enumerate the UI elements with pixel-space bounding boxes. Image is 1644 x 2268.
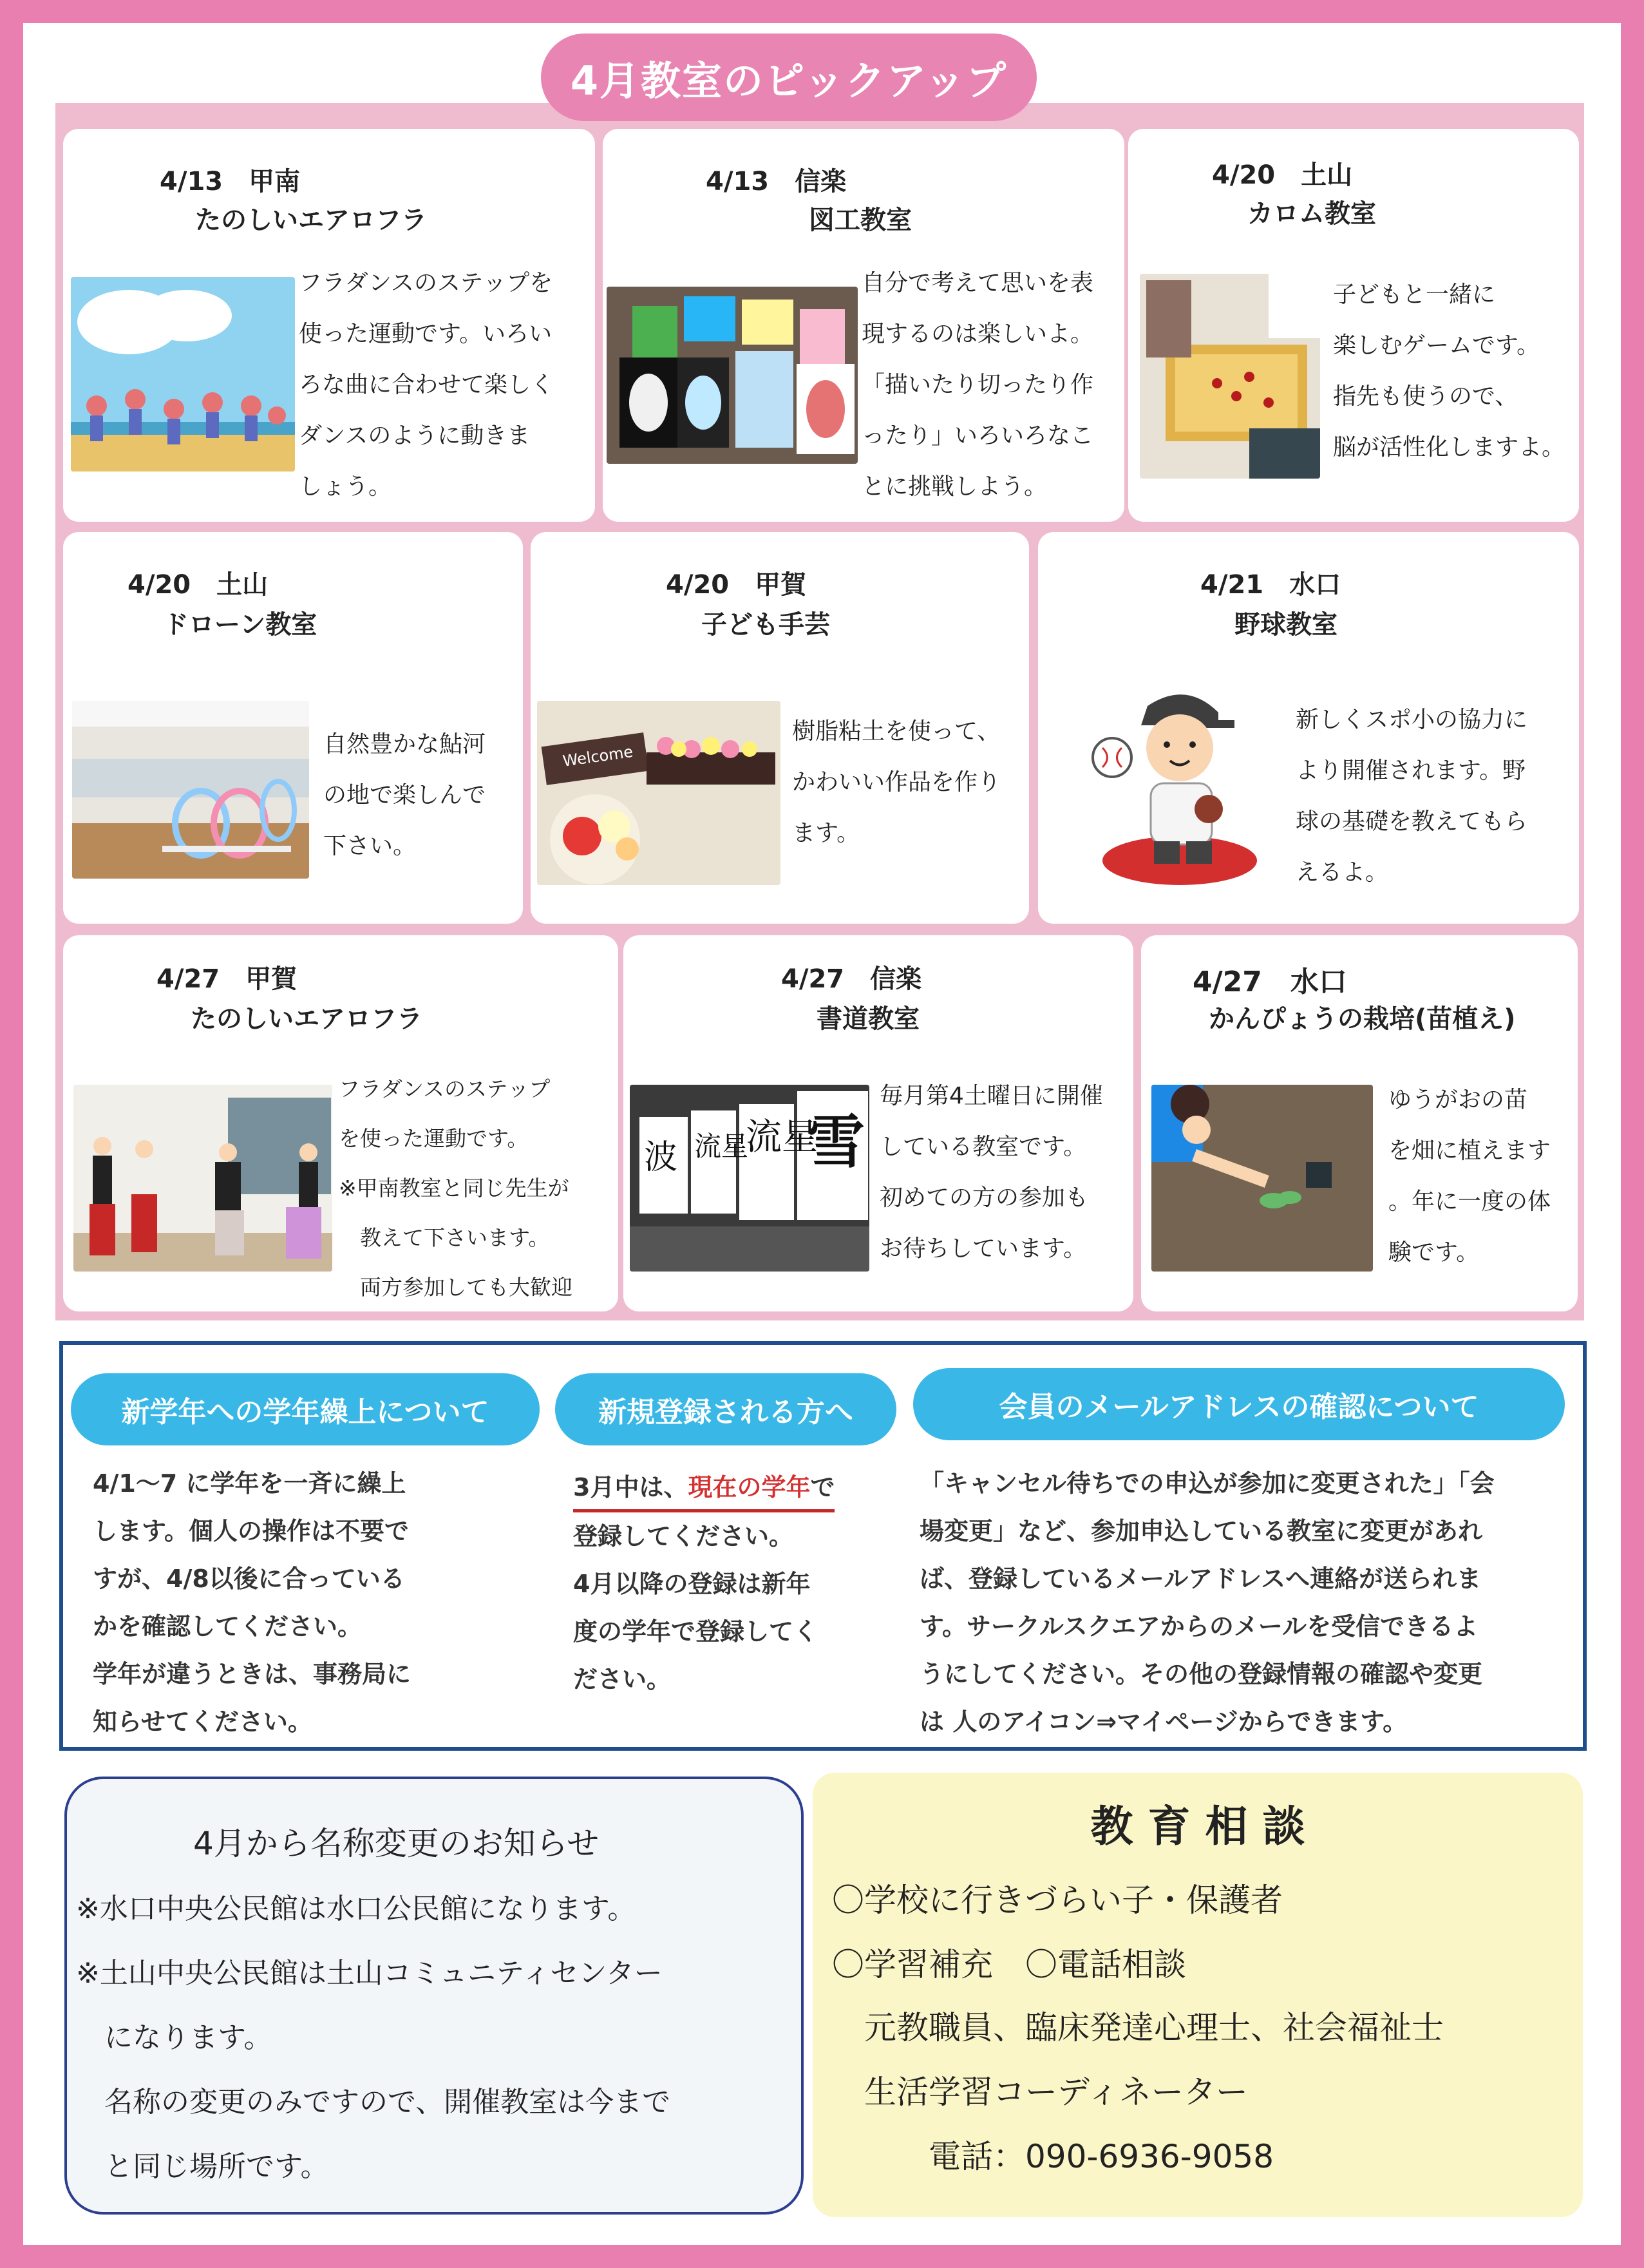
photo-calligraphy <box>630 1085 869 1272</box>
class-name: カロム教室 <box>1247 199 1376 229</box>
class-card-5 <box>531 532 1029 924</box>
email-check-heading: 会員のメールアドレスの確認について <box>913 1368 1565 1440</box>
notice-line: ※水口中央公民館は水口公民館になります。 <box>76 1892 636 1925</box>
photo-planting-seedlings <box>1151 1085 1373 1272</box>
consult-line: 元教職員、臨床発達心理士、社会福祉士 <box>832 2009 1444 2046</box>
svg-text:Welcome: Welcome <box>562 742 634 770</box>
class-name: 子ども手芸 <box>701 610 830 640</box>
page-title: 4月教室のピックアップ <box>541 33 1037 121</box>
notice-line: になります。 <box>76 2021 272 2054</box>
class-date: 4/21 水口 <box>1200 570 1341 600</box>
email-check-text: 「キャンセル待ちでの申込が参加に変更された」「会 場変更」など、参加申込している教室に変更があれ ば、登録しているメールアドレスへ連絡が送られま す。サークルスクエアからのメールを受信できるよ うにしてください。その他の登録情報の確認や変更 は 人のアイコン⇒マイページからできます。 <box>920 1469 1495 1736</box>
class-name: たのしいエアロフラ <box>195 205 427 235</box>
education-consultation <box>813 1773 1583 2217</box>
photo-drone-gym <box>72 701 309 879</box>
class-name: ドローン教室 <box>163 610 317 640</box>
svg-text:雪: 雪 <box>807 1108 865 1176</box>
class-description: 毎月第4土曜日に開催 している教室です。 初めての方の参加も お待ちしています。 <box>880 1083 1103 1262</box>
svg-text:波: 波 <box>644 1138 678 1177</box>
class-date: 4/27 信楽 <box>781 964 922 994</box>
class-description: ゆうがおの苗 を畑に植えます 。年に一度の体 験です。 <box>1388 1087 1551 1266</box>
new-registration-text: 3月中は、現在の学年で 登録してください。 4月以降の登録は新年 度の学年で登録してく ださい。 <box>573 1463 835 1703</box>
class-date: 4/20 土山 <box>1212 160 1353 190</box>
notice-line: ※土山中央公民館は土山コミュニティセンター <box>76 1957 663 1990</box>
class-card-2 <box>603 129 1124 522</box>
class-description: 子どもと一緒に 楽しむゲームです。 指先も使うので、 脳が活性化しますよ。 <box>1333 281 1565 461</box>
consult-line: 〇学習補充 〇電話相談 <box>832 1946 1186 1983</box>
photo-clay-crafts <box>537 701 780 885</box>
class-description: 樹脂粘土を使って、 かわいい作品を作り ます。 <box>792 718 1001 846</box>
class-description: 自然豊かな鮎河 の地で楽しんで 下さい。 <box>323 731 486 859</box>
class-date: 4/27 甲賀 <box>156 964 298 994</box>
name-change-notice <box>64 1777 804 2215</box>
class-date: 4/13 信楽 <box>706 167 847 196</box>
baseball-player-illustration <box>1090 680 1257 886</box>
photo-carrom-game <box>1140 274 1320 479</box>
class-name: かんぴょうの栽培(苗植え) <box>1209 1004 1516 1034</box>
class-date: 4/20 甲賀 <box>666 570 807 600</box>
notice-title: 4月から名称変更のお知らせ <box>193 1825 600 1862</box>
photo-hula-dance <box>73 1085 332 1272</box>
class-card-7 <box>63 935 618 1311</box>
class-description: フラダンスのステップ を使った運動です。 ※甲南教室と同じ先生が 教えて下さいます。 両方参加しても大歓迎 <box>339 1076 572 1300</box>
class-card-8 <box>623 935 1133 1311</box>
class-name: 書道教室 <box>817 1004 920 1034</box>
class-date: 4/27 水口 <box>1193 966 1347 998</box>
class-name: 図工教室 <box>809 205 912 235</box>
consult-line: 生活学習コーディネーター <box>832 2073 1248 2111</box>
class-card-4 <box>63 532 523 924</box>
class-card-3 <box>1128 129 1579 522</box>
consult-line: 〇学校に行きづらい子・保護者 <box>832 1882 1283 1919</box>
class-description: 自分で考えて思いを表 現するのは楽しいよ。 「描いたり切ったり作 ったり」いろいろなこ とに挑戦しよう。 <box>862 270 1094 500</box>
class-card-1 <box>63 129 595 522</box>
class-card-9 <box>1141 935 1578 1311</box>
class-description: 新しくスポ小の協力に より開催されます。野 球の基礎を教えてもら えるよ。 <box>1296 707 1528 886</box>
photo-art-works <box>607 287 858 464</box>
class-name: 野球教室 <box>1234 610 1337 640</box>
grade-heading: 新学年への学年繰上について <box>71 1373 540 1445</box>
class-date: 4/20 土山 <box>128 570 269 600</box>
svg-text:流星: 流星 <box>746 1116 818 1158</box>
class-date: 4/13 甲南 <box>160 167 301 196</box>
info-box <box>59 1341 1587 1751</box>
notice-line: 名称の変更のみですので、開催教室は今まで <box>76 2086 671 2119</box>
photo-hula-illustration <box>71 277 295 472</box>
notice-line: と同じ場所です。 <box>76 2150 329 2183</box>
class-name: たのしいエアロフラ <box>191 1004 422 1034</box>
consult-title: 教 育 相 談 <box>1090 1802 1305 1851</box>
class-card-6 <box>1038 532 1579 924</box>
grade-text: 4/1～7 に学年を一斉に繰上 します。個人の操作は不要で すが、4/8以後に合っている かを確認してください。 学年が違うときは、事務局に 知らせてください。 <box>93 1469 411 1736</box>
consult-phone: 電話：090-6936-9058 <box>832 2138 1274 2175</box>
class-description: フラダンスのステップを 使った運動です。いろい ろな曲に合わせて楽しく ダンスのように動きま しょう。 <box>299 270 554 500</box>
new-registration-heading: 新規登録される方へ <box>555 1373 896 1445</box>
svg-text:流星: 流星 <box>694 1130 749 1162</box>
